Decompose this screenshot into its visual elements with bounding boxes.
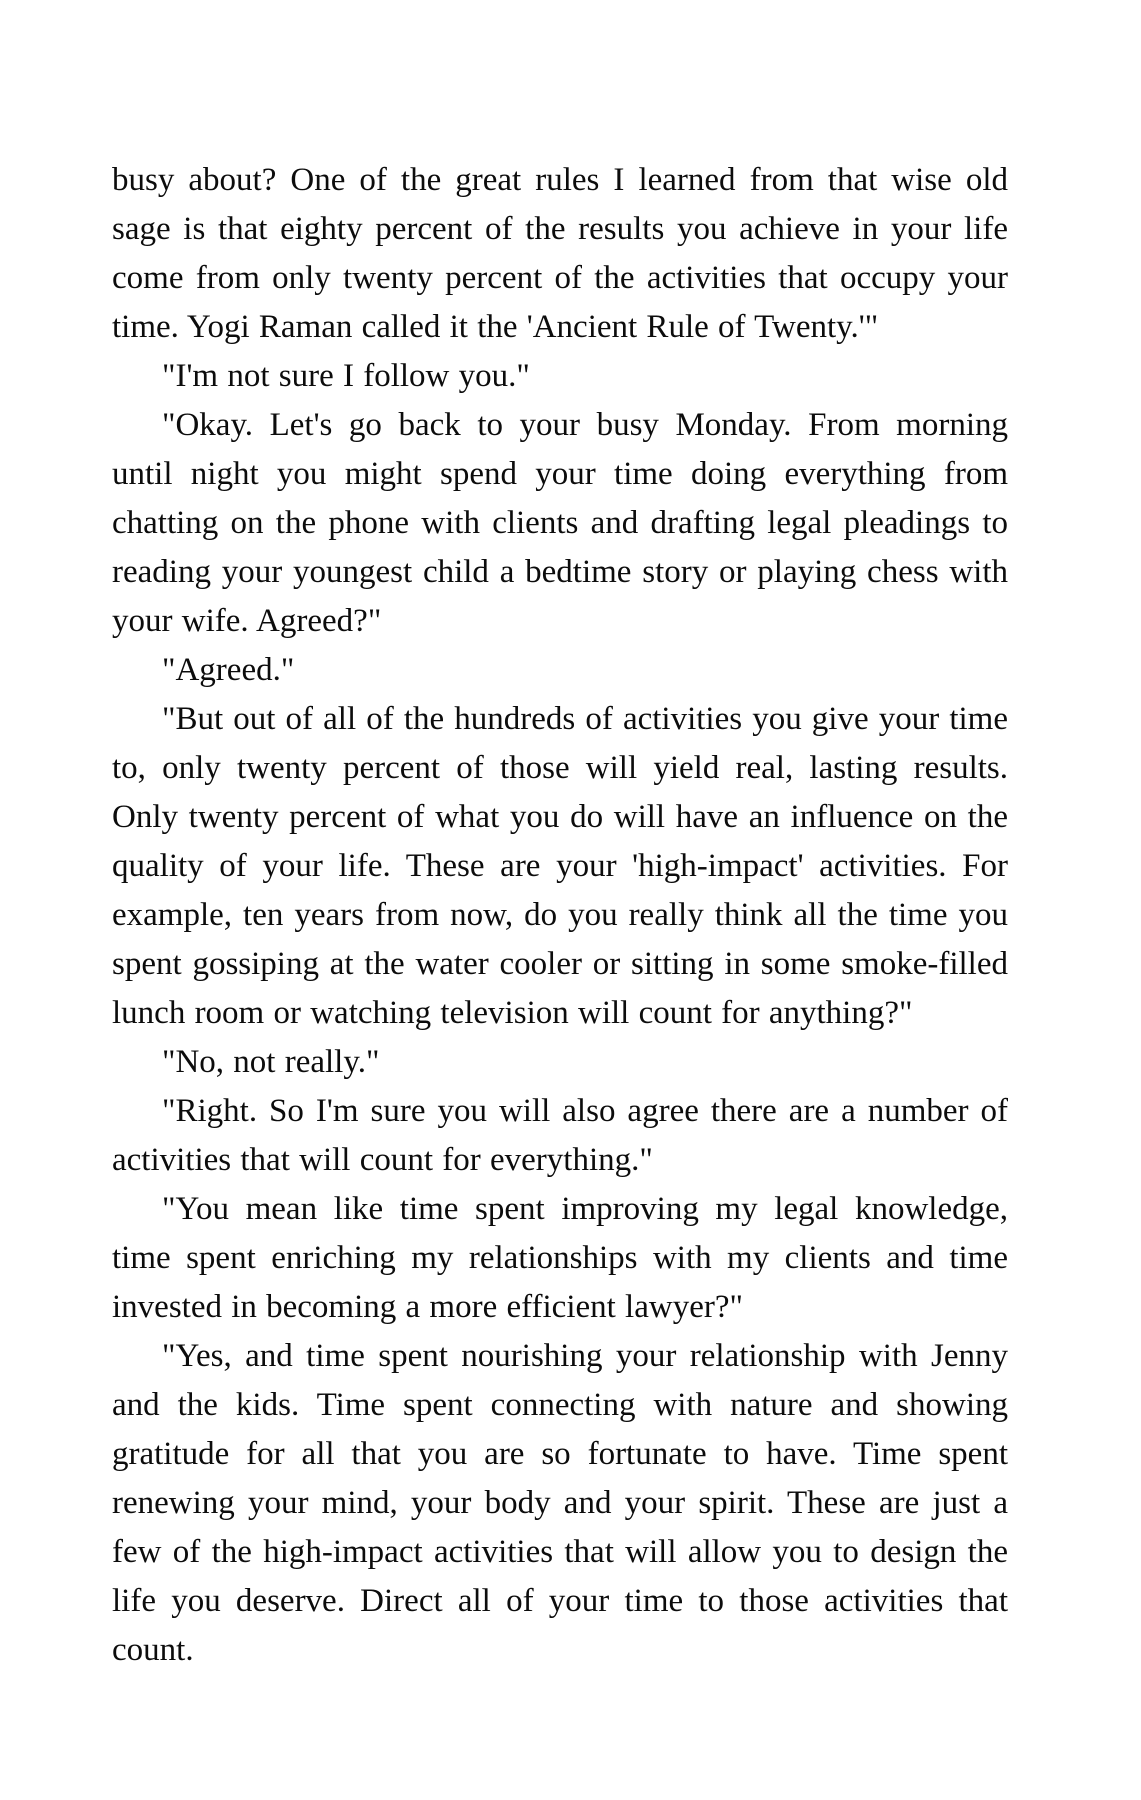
- paragraph-continuation: busy about? One of the great rules I learned from that wise old sage is that eighty percent of the results you achieve in your life come from only twenty percent of the activities that occupy your time. Yogi Raman called it the 'Ancient Rule of Twenty.'": [112, 162, 1008, 345]
- page-text-block: [112, 156, 1008, 1675]
- paragraph: "I'm not sure I follow you.": [162, 358, 530, 394]
- paragraph: "Agreed.": [162, 652, 295, 688]
- paragraph: "You mean like time spent improving my legal knowledge, time spent enriching my relationships with my clients and time invested in becoming a more efficient lawyer?": [112, 1191, 1008, 1325]
- paragraph: "Okay. Let's go back to your busy Monday. From morning until night you might spend your time doing everything from chatting on the phone with clients and drafting legal pleadings to reading your youngest child a bedtime story or playing chess with your wife. Agreed?": [112, 407, 1008, 639]
- paragraph: "Right. So I'm sure you will also agree there are a number of activities that will count for everything.": [112, 1093, 1008, 1178]
- paragraph: "But out of all of the hundreds of activities you give your time to, only twenty percent of those will yield real, lasting results. Only twenty percent of what you do will have an influence on the quality of your life. These are your 'high-impact' activities. For example, ten years from now, do you really think all the time you spent gossiping at the water cooler or sitting in some smoke-filled lunch room or watching television will count for anything?": [112, 701, 1008, 1031]
- paragraph-continues-next-page: "Yes, and time spent nourishing your relationship with Jenny and the kids. Time spent connecting with nature and showing gratitude for all that you are so fortunate to have. Time spent renewing your mind, your body and your spirit. These are just a few of the high-impact activities that will allow you to design the life you deserve. Direct all of your time to those activities that count.: [112, 1338, 1008, 1668]
- paragraph: "No, not really.": [162, 1044, 380, 1080]
